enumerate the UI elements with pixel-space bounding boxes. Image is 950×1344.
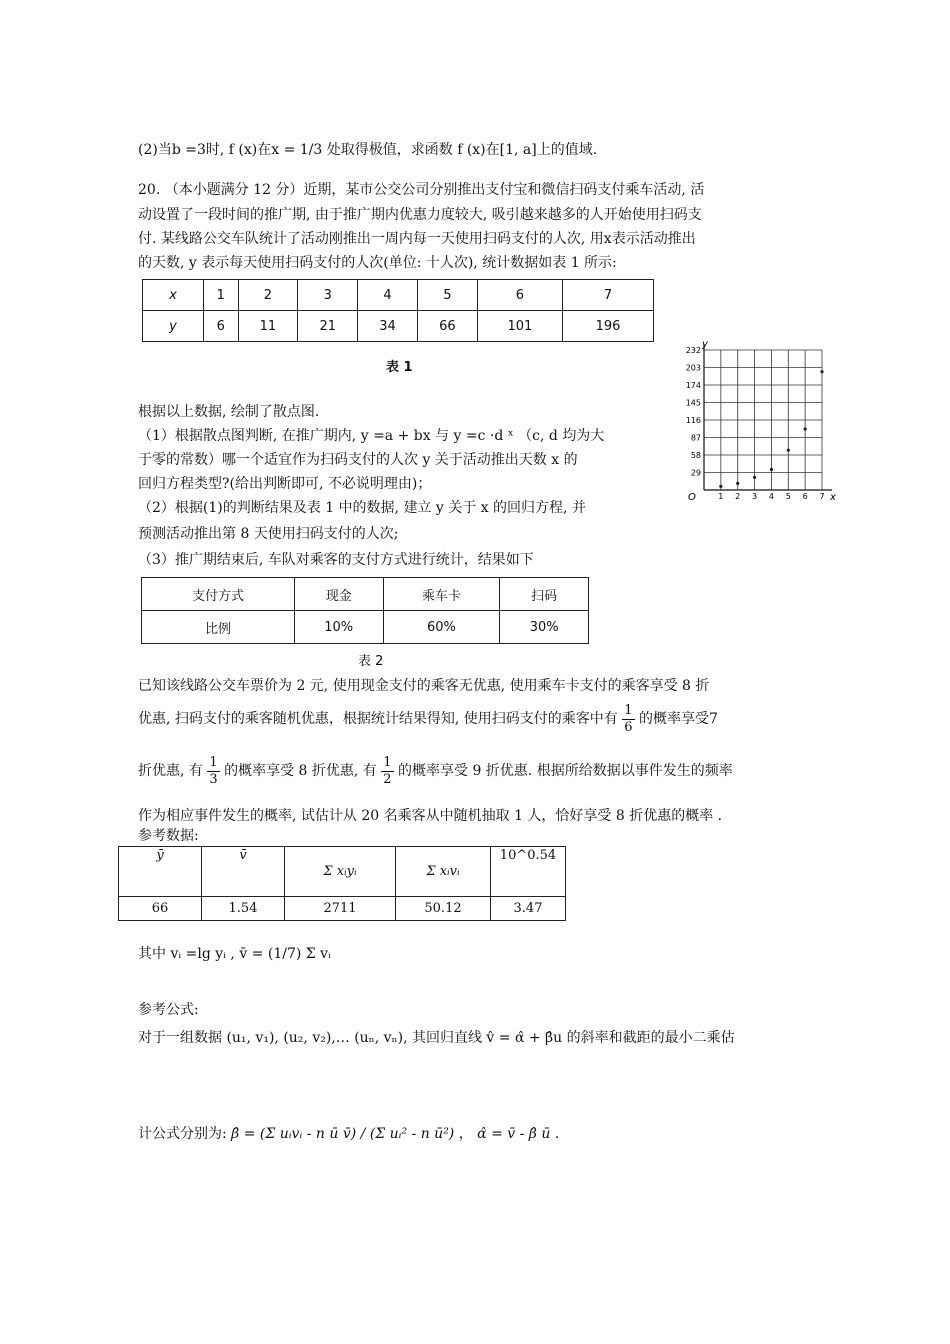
formula-line-1: 对于一组数据 (u₁, v₁), (u₂, v₂),… (uₙ, vₙ), 其回归直线 v̂ = α̂ + β̂u 的斜率和截距的最小二乘估 — [138, 1030, 735, 1046]
q20-intro-3: 付. 某线路公交车队统计了活动刚推出一周内每一天使用扫码支付的人次, 用x表示活动推出 — [138, 231, 696, 247]
scatter-x-tick-label: 6 — [802, 492, 808, 500]
text-a1: 已知该线路公交车票价为 2 元, 使用现金支付的乘客无优惠, 使用乘车卡支付的乘客享受 8 折 — [138, 678, 710, 694]
part3-line: （3）推广期结束后, 车队对乘客的支付方式进行统计，结果如下 — [138, 552, 534, 568]
scatter-y-tick-label: 145 — [685, 398, 701, 408]
scatter-x-tick-label: 5 — [785, 492, 791, 500]
scatter-y-tick-label: 116 — [685, 416, 701, 425]
text-a4: 作为相应事件发生的概率, 试估计从 20 名乘客从中随机抽取 1 人，恰好享受 8 折优惠的概率 . — [138, 808, 723, 824]
scatter-point — [787, 449, 790, 452]
fraction-1-3 — [207, 755, 219, 788]
table-3-row — [119, 897, 566, 921]
scatter-point — [820, 370, 823, 373]
scatter-y-tick-label: 174 — [685, 381, 701, 390]
part2-line-1: （2）根据(1)的判断结果及表 1 中的数据, 建立 y 关于 x 的回归方程, 并 — [138, 500, 586, 516]
ref-formula-label: 参考公式: — [138, 1002, 199, 1018]
table-2-cell: 60% — [383, 611, 500, 644]
q20-intro-4: 的天数, y 表示每天使用扫码支付的人次(单位: 十人次), 统计数据如表 1 所示: — [138, 255, 617, 271]
text-a3-start: 折优惠, 有 — [138, 763, 203, 779]
scatter-point — [804, 427, 807, 430]
table-2-row-label: 比例 — [142, 611, 295, 644]
table-2-caption: 表 2 — [358, 654, 384, 669]
scatter-point — [736, 482, 739, 485]
q20-intro-1: 20. （本小题满分 12 分）近期，某市公交公司分别推出支付宝和微信扫码支付乘车活动, 活 — [138, 182, 705, 198]
table-2-header — [142, 578, 589, 611]
text-a2 — [138, 702, 718, 736]
scatter-y-label: y — [702, 340, 708, 350]
table-3-cell: 3.47 — [491, 897, 566, 921]
table-1-cell: 66 — [417, 311, 477, 342]
table-2-header-cell: 支付方式 — [142, 578, 295, 611]
scatter-intro: 根据以上数据, 绘制了散点图. — [138, 404, 320, 420]
fraction-1-6 — [622, 703, 634, 736]
part2-line-2: 预测活动推出第 8 天使用扫码支付的人次; — [138, 526, 399, 542]
table-1-row-x — [143, 280, 654, 311]
table-1-cell: 11 — [238, 311, 298, 342]
table-1-cell: 3 — [298, 280, 358, 311]
scatter-point — [770, 468, 773, 471]
table-1-cell: 1 — [204, 280, 239, 311]
fraction-num: 1 — [209, 754, 218, 770]
table-2-header-cell: 乘车卡 — [383, 578, 500, 611]
table-1-row-y — [143, 311, 654, 342]
scatter-y-tick-label: 203 — [685, 363, 701, 373]
scatter-y-tick-label: 58 — [690, 451, 701, 460]
part1-line-2: 于零的常数）哪一个适宜作为扫码支付的人次 y 关于活动推出天数 x 的 — [138, 452, 578, 468]
table-3-header-cell: Σ xᵢvᵢ — [396, 847, 491, 897]
table-1-cell: 7 — [563, 280, 654, 311]
scatter-x-tick-label: 7 — [819, 492, 825, 500]
text-a2-end: 的概率享受7 — [639, 711, 718, 727]
table-1-cell: 4 — [358, 280, 418, 311]
table-3-header-cell: 10^0.54 — [491, 847, 566, 897]
scatter-point — [753, 476, 756, 479]
fraction-den: 6 — [624, 719, 633, 735]
table-1-cell: 6 — [204, 311, 239, 342]
table-3-header-cell: Σ xᵢyᵢ — [285, 847, 396, 897]
text-a3-mid: 的概率享受 8 折优惠, 有 — [224, 763, 377, 779]
scatter-x-tick-label: 3 — [752, 492, 758, 500]
beta-formula: β̂ = (Σ uᵢvᵢ - n ū v̄) / (Σ uᵢ² - n ū²) — [231, 1126, 455, 1142]
table-1-cell: 2 — [238, 280, 298, 311]
scatter-x-tick-label: 2 — [735, 492, 741, 500]
scatter-x-label: x — [830, 492, 836, 500]
scatter-y-tick-label: 87 — [690, 433, 701, 443]
table-1-cell: 34 — [358, 311, 418, 342]
text-a2-start: 优惠, 扫码支付的乘客随机优惠，根据统计结果得知, 使用扫码支付的乘客中有 — [138, 711, 618, 727]
table-1-caption: 表 1 — [386, 360, 413, 375]
table-1 — [142, 279, 654, 342]
table-2-header-cell: 现金 — [294, 578, 383, 611]
table-2-header-cell: 扫码 — [500, 578, 589, 611]
q19-part2 — [138, 140, 597, 160]
table-3 — [118, 846, 566, 921]
fraction-num: 1 — [624, 702, 633, 718]
q19-part2-text: (2)当b =3时, f (x)在x = 1/3 处取得极值，求函数 f (x)在[1, a]上的值域. — [138, 142, 598, 158]
text-a3-end: 的概率享受 9 折优惠. 根据所给数据以事件发生的频率 — [398, 763, 733, 779]
table-2-cell: 30% — [500, 611, 589, 644]
table-1-y-label: y — [143, 311, 204, 342]
table-3-cell: 1.54 — [202, 897, 285, 921]
fraction-num: 1 — [383, 754, 392, 770]
table-1-cell: 6 — [477, 280, 562, 311]
scatter-x-tick-label: 1 — [718, 492, 724, 500]
fraction-den: 3 — [209, 771, 218, 787]
table-2-cell: 10% — [294, 611, 383, 644]
table-1-cell: 5 — [417, 280, 477, 311]
scatter-origin-label: O — [688, 492, 696, 500]
table-1-cell: 101 — [477, 311, 562, 342]
fraction-1-2 — [381, 755, 393, 788]
table-3-header — [119, 847, 566, 897]
table-2-row — [142, 611, 589, 644]
scatter-point — [719, 485, 722, 488]
table-1-cell: 196 — [563, 311, 654, 342]
table-3-header-cell: v̄ — [202, 847, 285, 897]
scatter-chart — [680, 340, 840, 500]
q20-intro-2: 动设置了一段时间的推广期, 由于推广期内优惠力度较大, 吸引越来越多的人开始使用扫码支 — [138, 207, 702, 223]
where-line: 其中 vᵢ =lg yᵢ , v̄ = (1/7) Σ vᵢ — [138, 946, 331, 962]
scatter-x-tick-label: 4 — [768, 492, 774, 500]
table-3-cell: 50.12 — [396, 897, 491, 921]
table-3-cell: 66 — [119, 897, 202, 921]
table-3-header-cell: ȳ — [119, 847, 202, 897]
text-a3 — [138, 754, 733, 788]
table-2 — [141, 577, 589, 644]
table-1-cell: 21 — [298, 311, 358, 342]
scatter-y-tick-label: 29 — [690, 468, 701, 478]
part1-line-1: （1）根据散点图判断, 在推广期内, y =a + bx 与 y =c ·d ˣ （c, d 均为大 — [138, 428, 605, 444]
scatter-y-tick-label: 232 — [685, 346, 701, 355]
table-3-cell: 2711 — [285, 897, 396, 921]
table-1-x-label: x — [143, 280, 204, 311]
alpha-formula: α̂ = v̄ - β̂ ū — [477, 1126, 551, 1142]
formula-line-2-start: 计公式分别为: — [138, 1126, 227, 1142]
fraction-den: 2 — [383, 771, 392, 787]
formula-line-2: 计公式分别为: β̂ = (Σ uᵢvᵢ - n ū v̄) / (Σ uᵢ² - n ū²) ， α̂ = v̄ - β̂ ū . — [138, 1126, 560, 1142]
ref-data-label: 参考数据: — [138, 828, 199, 844]
part1-line-3: 回归方程类型?(给出判断即可, 不必说明理由)； — [138, 476, 432, 492]
